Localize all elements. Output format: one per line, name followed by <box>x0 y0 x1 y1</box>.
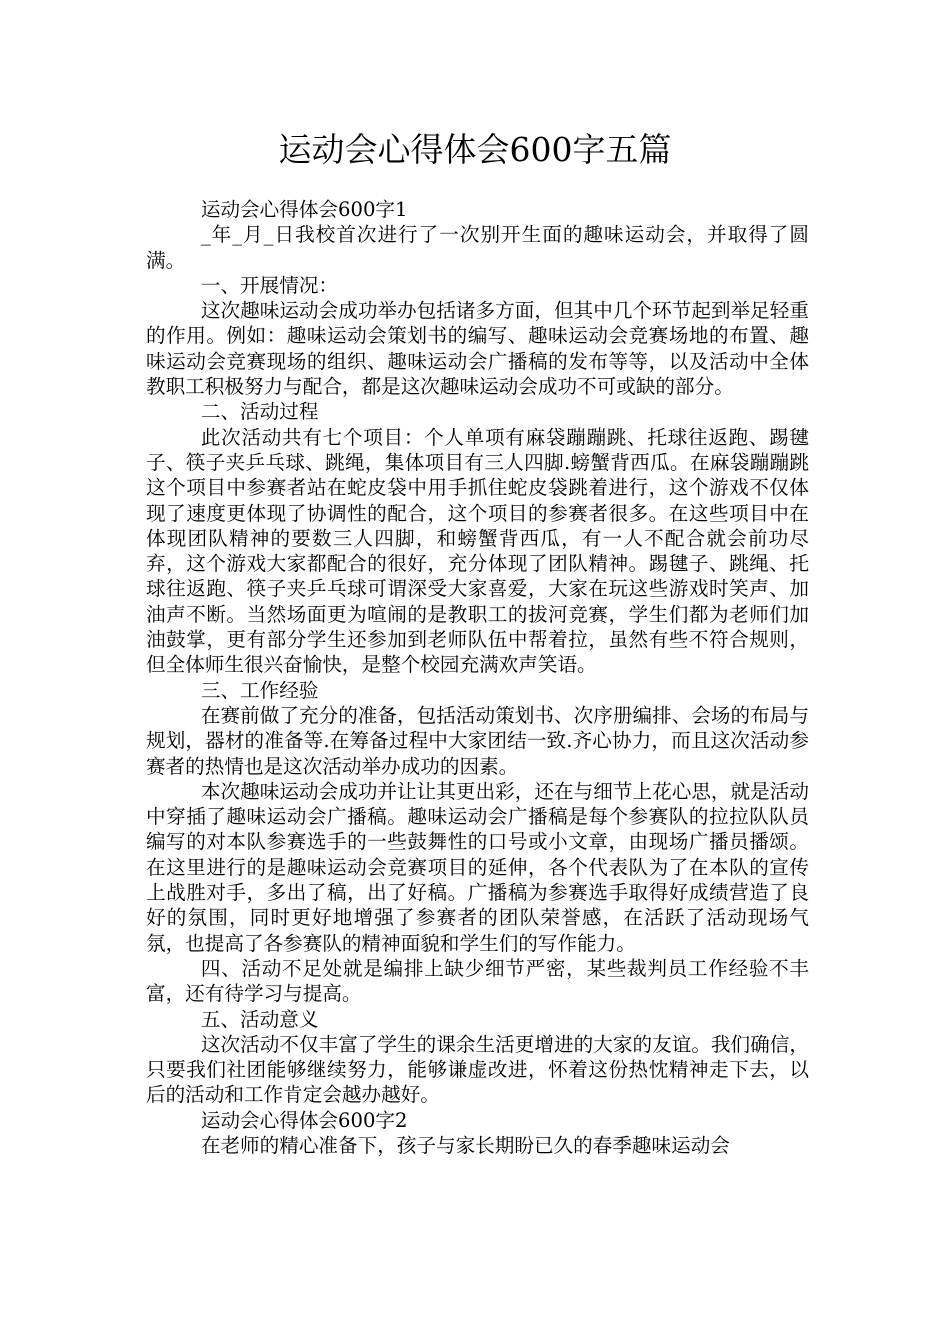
paragraph: 此次活动共有七个项目：个人单项有麻袋蹦蹦跳、托球往返跑、踢毽子、筷子夹乒乓球、跳绳，集体项目有三人四脚.螃蟹背西瓜。在麻袋蹦蹦跳这个项目中参赛者站在蛇皮袋中用手抓住蛇皮袋跳着进行，这个游戏不仅体现了速度更体现了协调性的配合，这个项目的参赛者很多。在这些项目中在体现团队精神的要数三人四脚，和螃蟹背西瓜，有一人不配合就会前功尽弃，这个游戏大家都配合的很好，充分体现了团队精神。踢毽子、跳绳、托球往返跑、筷子夹乒乓球可谓深受大家喜爱，大家在玩这些游戏时笑声、加油声不断。当然场面更为喧闹的是教职工的拔河竞赛，学生们都为老师们加油鼓掌，更有部分学生还参加到老师队伍中帮着拉，虽然有些不符合规则，但全体师生很兴奋愉快，是整个校园充满欢声笑语。 <box>146 425 809 677</box>
section-heading-3: 三、工作经验 <box>200 678 319 702</box>
subtitle-essay-1: 运动会心得体会600字1 <box>200 198 408 221</box>
paragraph: 这次活动不仅丰富了学生的课余生活更增进的大家的友谊。我们确信，只要我们社团能够继续努力，能够谦虚改进，怀着这份热忱精神走下去，以后的活动和工作肯定会越办越好。 <box>146 1032 809 1107</box>
paragraph: 在赛前做了充分的准备，包括活动策划书、次序册编排、会场的布局与规划，器材的准备等.在筹备过程中大家团结一致.齐心协力，而且这次活动参赛者的热情也是这次活动举办成功的因素。 <box>146 703 809 778</box>
document-title: 运动会心得体会600字五篇 <box>278 130 672 169</box>
paragraph-intro: _年_月_日我校首次进行了一次别开生面的趣味运动会，并取得了圆满。 <box>146 223 809 272</box>
document-body <box>146 197 809 1158</box>
section-heading-1: 一、开展情况： <box>200 273 339 297</box>
paragraph: 这次趣味运动会成功举办包括诸多方面，但其中几个环节起到举足轻重的作用。例如：趣味运动会策划书的编写、趣味运动会竞赛场地的布置、趣味运动会竞赛现场的组织、趣味运动会广播稿的发布等等，以及活动中全体教职工积极努力与配合，都是这次趣味运动会成功不可或缺的部分。 <box>146 299 809 399</box>
paragraph: 本次趣味运动会成功并让让其更出彩，还在与细节上花心思，就是活动中穿插了趣味运动会广播稿。趣味运动会广播稿是每个参赛队的拉拉队队员编写的对本队参赛选手的一些鼓舞性的口号或小文章，由现场广播员播颂。在这里进行的是趣味运动会竞赛项目的延伸，各个代表队为了在本队的宣传上战胜对手，多出了稿，出了好稿。广播稿为参赛选手取得好成绩营造了良好的氛围，同时更好地增强了参赛者的团队荣誉感，在活跃了活动现场气氛，也提高了各参赛队的精神面貌和学生们的写作能力。 <box>146 779 809 955</box>
section-heading-5: 五、活动意义 <box>200 1007 319 1031</box>
paragraph: 在老师的精心准备下，孩子与家长期盼已久的春季趣味运动会 <box>200 1133 730 1157</box>
subtitle-essay-2: 运动会心得体会600字2 <box>200 1108 408 1132</box>
section-heading-2: 二、活动过程 <box>200 400 319 424</box>
section-heading-4: 四、活动不足处就是编排上缺少细节严密，某些裁判员工作经验不丰富，还有待学习与提高。 <box>146 956 809 1006</box>
